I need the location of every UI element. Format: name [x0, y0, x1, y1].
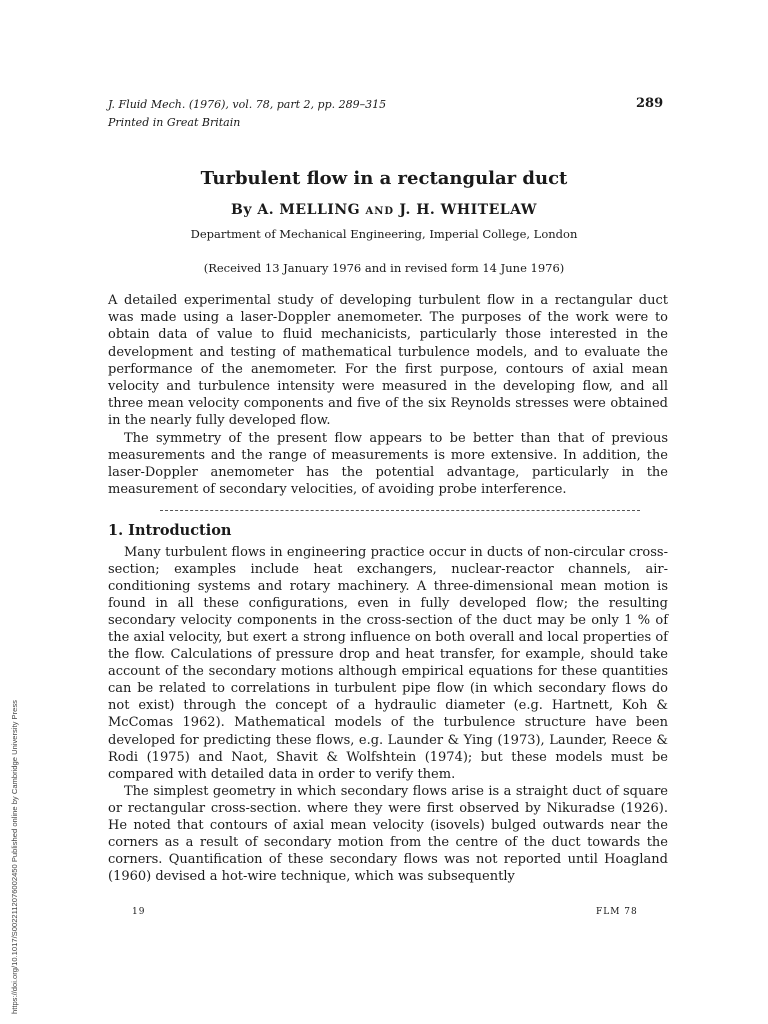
- running-header: [108, 96, 386, 132]
- signature-mark: 19: [132, 907, 146, 917]
- author-line: [0, 202, 768, 218]
- abstract: [108, 292, 668, 498]
- author-conjunction: AND: [365, 206, 395, 217]
- doi-side-note[interactable]: https://doi.org/10.1017/S0022112076002450 Published online by Cambridge University Press: [10, 700, 19, 1014]
- section-divider: [160, 510, 640, 511]
- received-dates: (Received 13 January 1976 and in revised form 14 June 1976): [203, 261, 565, 275]
- first-author: By A. MELLING: [230, 202, 361, 218]
- page-number: 289: [636, 96, 664, 111]
- printed-in: Printed in Great Britain: [108, 116, 241, 129]
- section-heading: 1. Introduction: [108, 522, 232, 539]
- paper-title: Turbulent flow in a rectangular duct: [200, 168, 568, 189]
- abstract-paragraph: A detailed experimental study of developing turbulent flow in a rectangular duct was made using a laser-Doppler anemometer. The purposes of the work were to obtain data of value to fluid mechanicists, particularly those interested in the development and testing of mathematical turbulence models, and to evaluate the performance of the anemometer. For the first purpose, contours of axial mean velocity and turbulence intensity were measured in the developing flow, and all three mean velocity components and five of the six Reynolds stresses were obtained in the nearly fully developed flow.: [108, 293, 668, 429]
- body-paragraph: Many turbulent flows in engineering practice occur in ducts of non-circular cross-section; examples include heat exchangers, nuclear-reactor channels, air-conditioning systems and rotary machinery. A three-dimensional mean motion is found in all these configurations, even in fully developed flow; the resulting secondary velocity components in the cross-section of the duct may be only 1 % of the axial velocity, but exert a strong influence on both overall and local properties of the flow. Calculations of pressure drop and heat transfer, for example, should take account of the secondary motions although empirical equations for these quantities can be related to correlations in turbulent pipe flow (in which secondary flows do not exist) through the concept of a hydraulic diameter (e.g. Hartnett, Koh & McComas 1962). Mathematical models of the turbulence structure have been developed for predicting these flows, e.g. Launder & Ying (1973), Launder, Reece & Rodi (1975) and Naot, Shavit & Wolfshtein (1974); but these models must be compared with detailed data in order to verify them.: [108, 545, 668, 782]
- affiliation: Department of Mechanical Engineering, Imperial College, London: [190, 227, 578, 241]
- body-text: [108, 544, 668, 885]
- second-author: J. H. WHITELAW: [399, 202, 538, 218]
- body-paragraph: The simplest geometry in which secondary flows arise is a straight duct of square or rectangular cross-section. where they were first observed by Nikuradse (1926). He noted that contours of axial mean velocity (isovels) bulged outwards near the corners as a result of secondary motion from the centre of the duct towards the corners. Quantification of these secondary flows was not reported until Hoagland (1960) devised a hot-wire technique, which was subsequently: [108, 783, 668, 884]
- journal-code: FLM 78: [596, 907, 638, 917]
- abstract-paragraph: The symmetry of the present flow appears to be better than that of previous measurements and the range of measurements is more extensive. In addition, the laser-Doppler anemometer has the potential advantage, particularly in the measurement of secondary velocities, of avoiding probe interference.: [108, 430, 668, 498]
- journal-citation: J. Fluid Mech. (1976), vol. 78, part 2, pp. 289–315: [108, 98, 387, 111]
